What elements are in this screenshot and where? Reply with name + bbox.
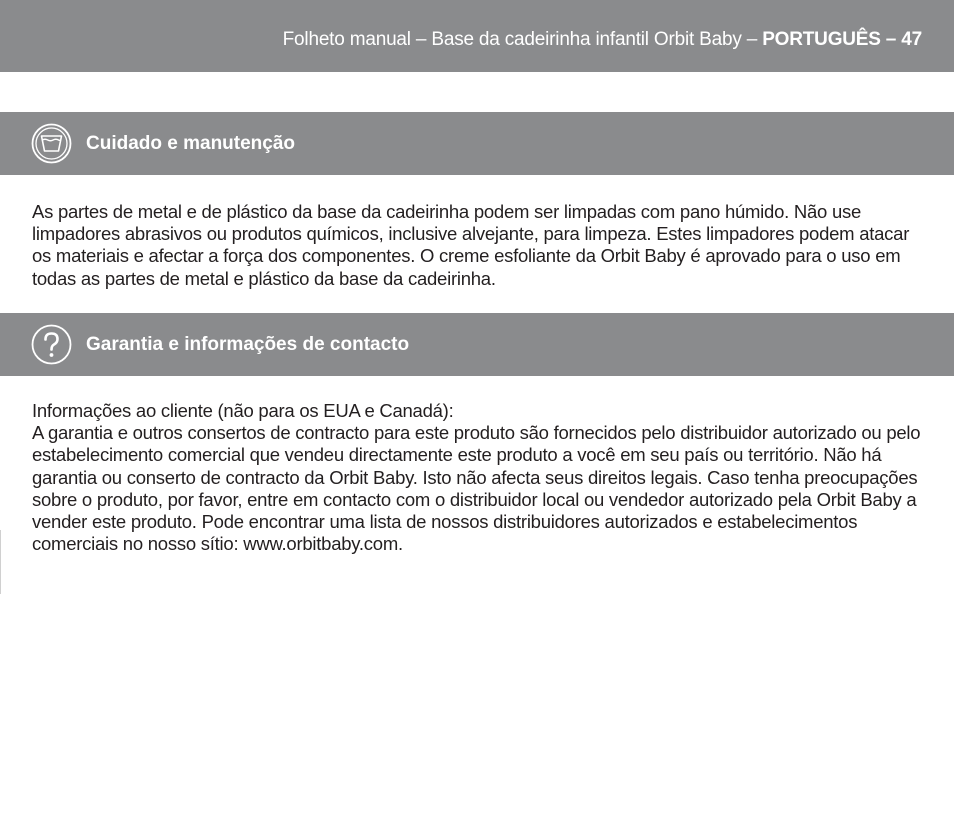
warranty-body-text: [32, 400, 922, 555]
margin-divider: [0, 530, 1, 594]
page-header: [0, 0, 954, 72]
paragraph: Informações ao cliente (não para os EUA e Canadá):: [32, 400, 454, 421]
section-header-care: [0, 112, 954, 175]
header-title: Folheto manual – Base da cadeirinha infantil Orbit Baby –: [282, 29, 763, 50]
header-text: [283, 29, 922, 51]
care-body-text: [32, 201, 922, 290]
question-mark-icon: [31, 324, 72, 365]
section-header-warranty: [0, 313, 954, 376]
section-title: Garantia e informações de contacto: [86, 334, 410, 355]
section-title: Cuidado e manutenção: [86, 133, 296, 154]
washing-tub-icon: [31, 123, 72, 164]
paragraph: A garantia e outros consertos de contracto para este produto são fornecidos pelo distribuidor autorizado ou pelo estabelecimento comercial que vendeu directamente este produto a você em seu país ou território. Não há garantia ou conserto de contracto da Orbit Baby. Isto não afecta seus direitos legais. Caso tenha preocupações sobre o produto, por favor, entre em contacto com o distribuidor local ou vendedor autorizado pela Orbit Baby a vender este produto. Pode encontrar uma lista de nossos distribuidores autorizados e estabelecimentos comerciais no nosso sítio: www.orbitbaby.com.: [32, 422, 921, 555]
header-language-page: PORTUGUÊS – 47: [762, 29, 922, 50]
paragraph: As partes de metal e de plástico da base da cadeirinha podem ser limpadas com pano húmido. Não use limpadores abrasivos ou produtos químicos, inclusive alvejante, para limpeza. Estes limpadores podem atacar os materiais e afectar a força dos componentes. O creme esfoliante da Orbit Baby é aprovado para o uso em todas as partes de metal e plástico da base da cadeirinha.: [32, 201, 910, 289]
